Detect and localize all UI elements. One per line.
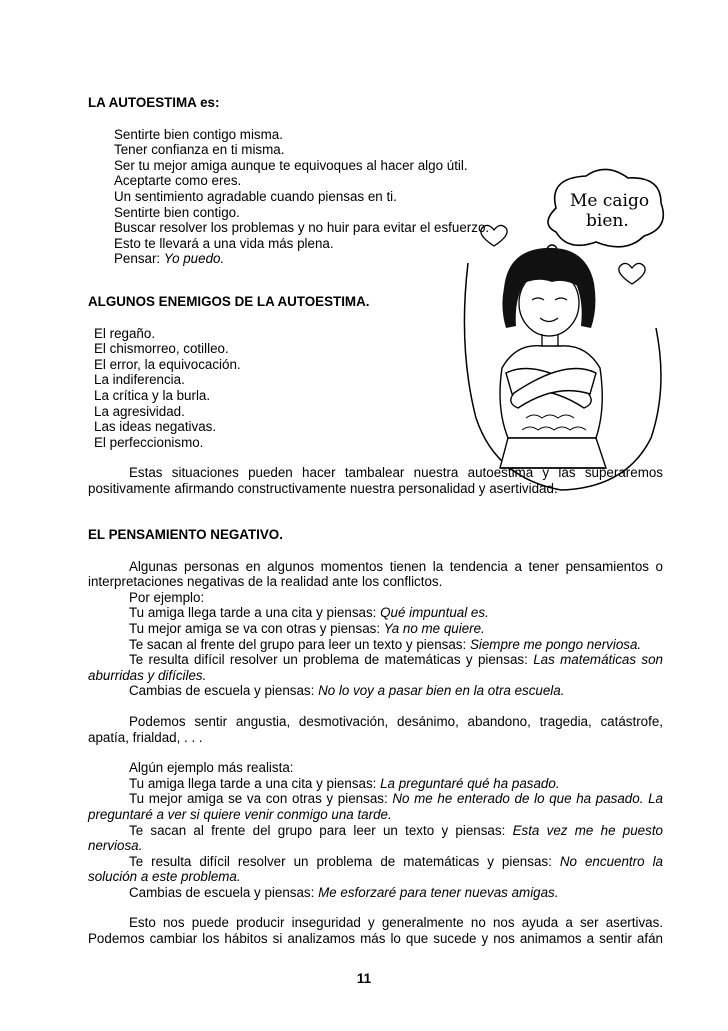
example-italic: No lo voy a pasar bien en la otra escuela. — [318, 683, 565, 699]
list-item: Esto te llevará a una vida más plena. — [114, 235, 334, 251]
example-italic: La preguntaré qué ha pasado. — [380, 775, 560, 791]
section-pensamiento-negativo — [88, 527, 663, 947]
list-item: El perfeccionismo. — [94, 434, 204, 450]
example-text: Cambias de escuela y piensas: — [129, 884, 319, 900]
paragraph: Estas situaciones pueden hacer tambalear nuestra autoestima y las superaremos positivamente afirmando constructivamente nuestra personalidad y asertividad. — [88, 465, 663, 496]
example-italic: Me esforzaré para tener nuevas amigas. — [318, 884, 559, 900]
list-item: Sentirte bien contigo misma. — [114, 126, 283, 142]
example-line — [88, 854, 663, 885]
example-line — [88, 652, 663, 683]
example-text: Tu mejor amiga se va con otras y piensas: — [129, 620, 384, 636]
list-item: Ser tu mejor amiga aunque te equivoques al hacer algo útil. — [114, 157, 468, 173]
list-item: El chismorreo, cotilleo. — [94, 341, 229, 357]
example-text: Te resulta difícil resolver un problema de matemáticas y piensas: — [129, 853, 560, 869]
example-text: Tu amiga llega tarde a una cita y piensas: — [129, 775, 381, 791]
example-line — [88, 885, 663, 901]
list-item: Sentirte bien contigo. — [114, 204, 240, 220]
example-italic: Ya no me quiere. — [383, 620, 485, 636]
bubble-text-line2: bien. — [586, 211, 629, 231]
example-label: Por ejemplo: — [129, 589, 205, 605]
list-item: El regaño. — [94, 325, 156, 341]
example-text: Te sacan al frente del grupo para leer un texto y piensas: — [129, 636, 470, 652]
list-item — [114, 251, 663, 267]
example-text: Tu amiga llega tarde a una cita y piensas: — [129, 605, 381, 621]
list-item: Las ideas negativas. — [94, 419, 217, 435]
example-text: Te sacan al frente del grupo para leer un texto y piensas: — [129, 822, 513, 838]
paragraph: Esto nos puede producir inseguridad y generalmente no nos ayuda a ser asertivas. Podemos cambiar los hábitos si analizamos más lo que sucede y nos animamos a sentir afán — [88, 915, 663, 947]
section-enemigos — [88, 294, 663, 497]
definition-list — [88, 127, 663, 267]
example-text: Cambias de escuela y piensas: — [129, 683, 319, 699]
list-item: Buscar resolver los problemas y no huir para evitar el esfuerzo. — [114, 220, 490, 236]
example-text: Tu mejor amiga se va con otras y piensas: — [129, 791, 393, 807]
page-number: 11 — [356, 971, 372, 986]
example-italic: Las matemáticas son aburridas y difíciles. — [88, 652, 663, 683]
list-item: Un sentimiento agradable cuando piensas en ti. — [114, 188, 397, 204]
list-item: La indiferencia. — [94, 372, 185, 388]
example-italic: Qué impuntual es. — [380, 605, 489, 621]
section-heading: EL PENSAMIENTO NEGATIVO. — [88, 527, 283, 542]
example-label: Algún ejemplo más realista: — [129, 760, 294, 776]
paragraph: Podemos sentir angustia, desmotivación, desánimo, abandono, tragedia, catástrofe, apatía, frialdad, . . . — [88, 713, 663, 745]
example-line — [88, 791, 663, 822]
example-italic: Esta vez me he puesto nerviosa. — [88, 822, 663, 854]
example-italic: Siempre me pongo nerviosa. — [469, 636, 642, 652]
list-item: Aceptarte como eres. — [114, 173, 242, 189]
paragraph: Algunas personas en algunos momentos tienen la tendencia a tener pensamientos o interpretaciones negativas de la realidad ante los conflictos. — [88, 558, 663, 590]
example-line — [88, 621, 663, 637]
list-item: La agresividad. — [94, 403, 185, 419]
list-item: Tener confianza en ti misma. — [114, 142, 285, 158]
example-text: Te resulta difícil resolver un problema de matemáticas y piensas: — [129, 652, 534, 668]
example-line — [88, 637, 663, 653]
example-line — [88, 605, 663, 621]
example-line — [88, 823, 663, 854]
list-item: El error, la equivocación. — [94, 356, 241, 372]
enemies-list — [88, 326, 663, 451]
example-line — [88, 776, 663, 792]
list-item-text: Pensar: — [114, 251, 164, 267]
bubble-text-line1: Me caigo — [570, 191, 650, 211]
example-line — [88, 683, 663, 699]
example-italic: No me he enterado de lo que ha pasado. La preguntaré a ver si quiere venir conmigo una tarde. — [88, 791, 663, 822]
example-italic: No encuentro la solución a este problema. — [88, 853, 663, 885]
list-item: La crítica y la burla. — [94, 387, 211, 403]
section-heading: ALGUNOS ENEMIGOS DE LA AUTOESTIMA. — [88, 294, 370, 309]
section-autoestima — [88, 95, 663, 267]
list-item-italic: Yo puedo. — [163, 251, 225, 267]
section-heading: LA AUTOESTIMA es: — [88, 95, 220, 110]
